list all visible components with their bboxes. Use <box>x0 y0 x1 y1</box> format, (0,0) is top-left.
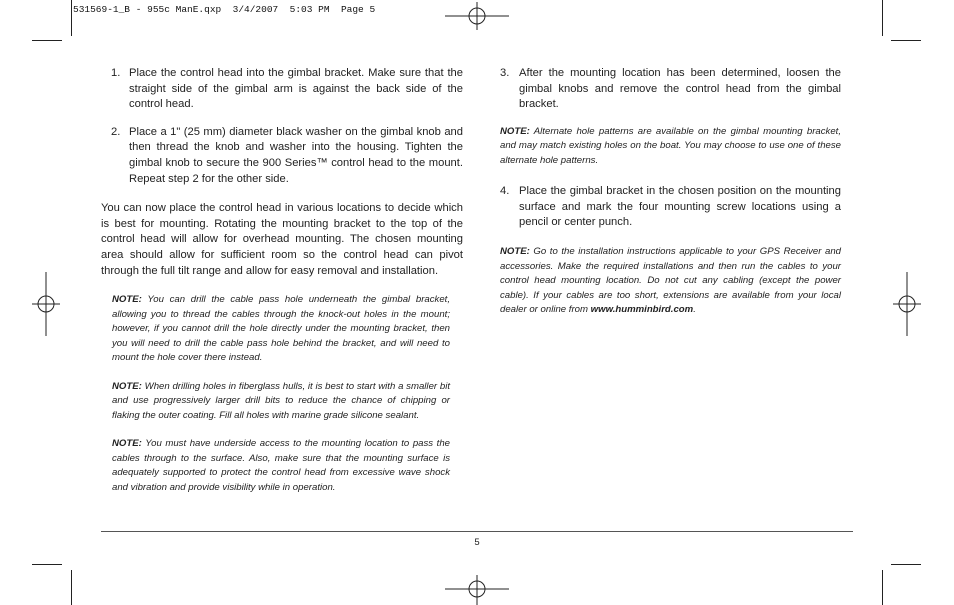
step-2-number: 2. <box>111 125 121 138</box>
crop-mark-bottom-left-v <box>71 570 72 605</box>
step-4-number: 4. <box>500 185 510 198</box>
note-end: . <box>693 304 696 316</box>
registration-mark-left <box>32 272 60 336</box>
note-label: NOTE: <box>112 294 142 306</box>
registration-mark-top <box>445 2 509 30</box>
step-3 <box>500 66 841 113</box>
note-alternate-holes <box>500 125 841 169</box>
right-column <box>500 66 841 332</box>
step-4-text: Place the gimbal bracket in the chosen position on the mounting surface and mark the four mounting screw locations using a pencil or center punch. <box>519 185 841 229</box>
website-link[interactable]: www.humminbird.com <box>590 304 694 316</box>
step-1-number: 1. <box>111 67 121 79</box>
crop-mark-bottom-left-h <box>32 564 62 565</box>
note-text: Go to the installation instructions applicable to your GPS Receiver and accessories. Make the required installations and then run the cables to your control head mounting location. Do not cut any cabling (except the power cable). If your cables are too short, extensions are available from your local dealer or online from <box>500 246 841 316</box>
note-text: When drilling holes in fiberglass hulls, it is best to start with a smaller bit and use progressively larger drill bits to reduce the chance of chipping or flaking the outer coating. Fill all holes with marine grade silicone sealant. <box>112 380 450 421</box>
page-number: 5 <box>474 537 480 548</box>
note-label: NOTE: <box>112 438 142 450</box>
note-cable-pass-hole <box>112 293 450 366</box>
step-2-text: Place a 1" (25 mm) diameter black washer on the gimbal knob and then thread the knob and washer into the housing. Tighten the gimbal knob to secure the 900 Series™ control head to the mount. Repeat step 2 for the other side. <box>129 125 463 185</box>
note-label: NOTE: <box>112 380 142 392</box>
note-text: Alternate hole patterns are available on the gimbal mounting bracket, and may match existing holes on the boat. You may choose to use one of these alternate hole patterns. <box>500 125 841 166</box>
note-fiberglass <box>112 380 450 424</box>
crop-mark-bottom-right-v <box>882 570 883 605</box>
note-text: You must have underside access to the mounting location to pass the cables through to the surface. Also, make sure that the mounting surface is adequately supported to protect the control head from excessive wave shock and vibration and provide visibility while in operation. <box>112 438 450 493</box>
note-label: NOTE: <box>500 246 530 258</box>
crop-mark-top-left-v <box>71 0 72 36</box>
note-label: NOTE: <box>500 125 530 137</box>
step-4 <box>500 184 841 231</box>
crop-mark-top-right-v <box>882 0 883 36</box>
note-installation-instructions <box>500 245 841 318</box>
print-slug: 531569-1_B - 955c ManE.qxp 3/4/2007 5:03 PM Page 5 <box>73 4 376 15</box>
crop-mark-top-right-h <box>891 40 921 41</box>
mounting-paragraph: You can now place the control head in various locations to decide which is best for mounting. Rotating the mounting bracket to the top of the control head will allow for overhead mounting. The chosen mounting area should allow for sufficient room so the control head can pivot through the full tilt range and allow for easy removal and installation. <box>101 202 463 277</box>
footer-rule <box>101 531 853 532</box>
left-column <box>101 66 463 509</box>
note-text: You can drill the cable pass hole underneath the gimbal bracket, allowing you to thread the cables through the knock-out holes in the mount; however, if you cannot drill the hole directly under the mounting bracket, then you will need to drill the cable pass hole behind the bracket, and will need to mount the hole cover there instead. <box>112 294 450 364</box>
note-underside-access <box>112 437 450 495</box>
crop-mark-bottom-right-h <box>891 564 921 565</box>
step-2 <box>101 125 463 187</box>
step-3-text: After the mounting location has been determined, loosen the gimbal knobs and remove the control head from the gimbal bracket. <box>519 67 841 111</box>
registration-mark-right <box>893 272 921 336</box>
step-3-number: 3. <box>500 67 510 79</box>
crop-mark-top-left-h <box>32 40 62 41</box>
step-1 <box>101 66 463 113</box>
step-1-text: Place the control head into the gimbal bracket. Make sure that the straight side of the gimbal arm is against the back side of the control head. <box>129 67 463 111</box>
registration-mark-bottom <box>445 575 509 605</box>
